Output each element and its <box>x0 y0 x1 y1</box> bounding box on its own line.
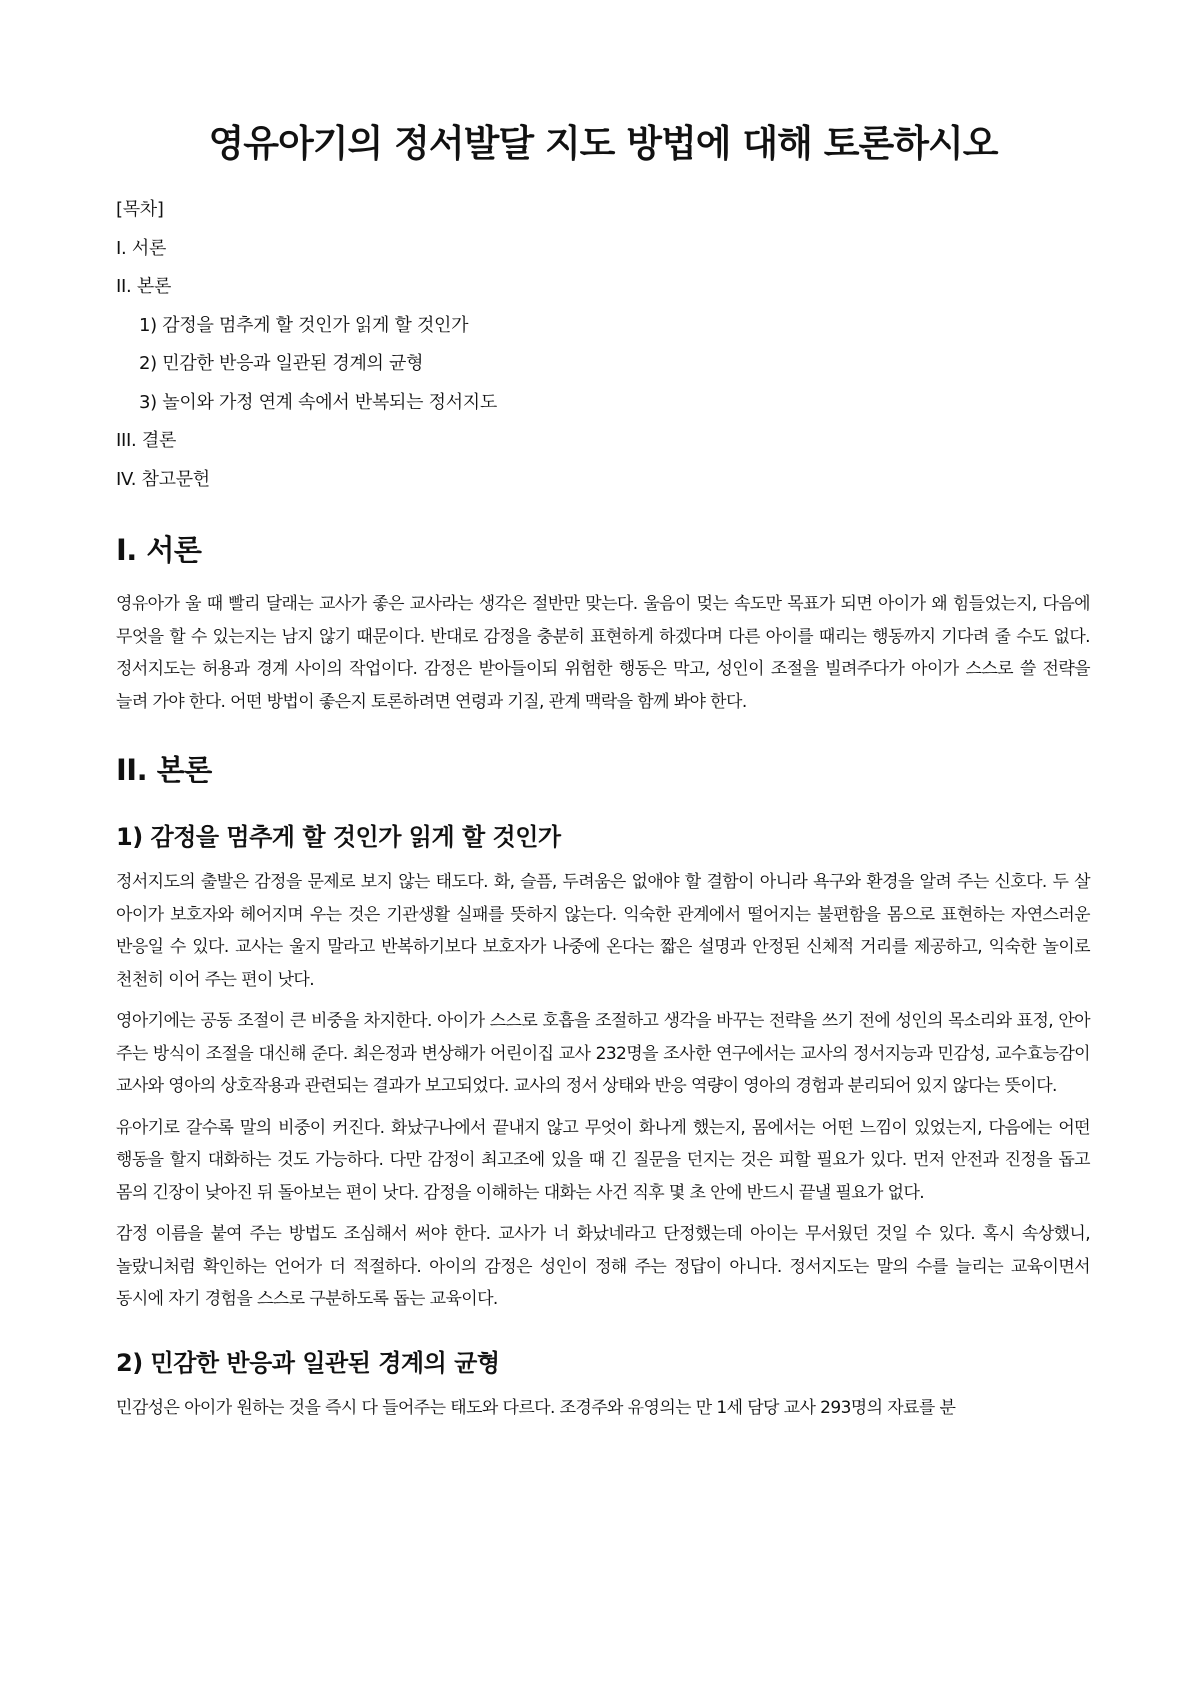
document-title: 영유아기의 정서발달 지도 방법에 대해 토론하시오 <box>208 122 998 165</box>
document-body <box>116 530 1090 1433</box>
toc-subitem: 2) 민감한 반응과 일관된 경계의 균형 <box>139 353 424 374</box>
intro-section <box>116 530 1090 718</box>
subsection-1 <box>116 820 1090 1316</box>
table-of-contents <box>116 190 1090 498</box>
toc-subitem: 1) 감정을 멈추게 할 것인가 읽게 할 것인가 <box>139 314 469 336</box>
intro-heading: I. 서론 <box>116 533 202 567</box>
toc-heading: [목차] <box>116 199 164 220</box>
subsection-1-heading: 1) 감정을 멈추게 할 것인가 읽게 할 것인가 <box>116 823 561 851</box>
intro-paragraph: 영유아가 울 때 빨리 달래는 교사가 좋은 교사라는 생각은 절반만 맞는다. 울음이 멎는 속도만 목표가 되면 아이가 왜 힘들었는지, 다음에 무엇을 할 수 있는지는 남지 않기 때문이다. 반대로 감정을 충분히 표현하게 하겠다며 다른 아이를 때리는 행동까지 기다려 줄 수도 없다. 정서지도는 허용과 경계 사이의 작업이다. 감정은 받아들이되 위험한 행동은 막고, 성인이 조절을 빌려주다가 아이가 스스로 쓸 전략을 늘려 가야 한다. 어떤 방법이 좋은지 토론하려면 연령과 기질, 관계 맥락을 함께 봐야 한다. <box>116 594 1090 712</box>
toc-item: II. 본론 <box>116 276 172 297</box>
paragraph: 정서지도의 출발은 감정을 문제로 보지 않는 태도다. 화, 슬픔, 두려움은 없애야 할 결함이 아니라 욕구와 환경을 알려 주는 신호다. 두 살 아이가 보호자와 헤어지며 우는 것은 기관생활 실패를 뜻하지 않는다. 익숙한 관계에서 떨어지는 불편함을 몸으로 표현하는 자연스러운 반응일 수 있다. 교사는 울지 말라고 반복하기보다 보호자가 나중에 온다는 짧은 설명과 안정된 신체적 거리를 제공하고, 익숙한 놀이로 천천히 이어 주는 편이 낫다. <box>116 872 1090 990</box>
paragraph: 감정 이름을 붙여 주는 방법도 조심해서 써야 한다. 교사가 너 화났네라고 단정했는데 아이는 무서웠던 것일 수 있다. 혹시 속상했니, 놀랐니처럼 확인하는 언어가 더 적절하다. 아이의 감정은 성인이 정해 주는 정답이 아니다. 정서지도는 말의 수를 늘리는 교육이면서 동시에 자기 경험을 스스로 구분하도록 돕는 교육이다. <box>116 1224 1090 1309</box>
subsection-2 <box>116 1346 1090 1425</box>
subsection-2-heading: 2) 민감한 반응과 일관된 경계의 균형 <box>116 1348 500 1377</box>
paragraph: 민감성은 아이가 원하는 것을 즉시 다 들어주는 태도와 다르다. 조경주와 유영의는 만 1세 담당 교사 293명의 자료를 분 <box>116 1397 956 1418</box>
main-section <box>116 750 1090 1424</box>
main-heading: II. 본론 <box>116 753 212 787</box>
toc-subitem: 3) 놀이와 가정 연계 속에서 반복되는 정서지도 <box>139 391 497 413</box>
toc-item: III. 결론 <box>116 430 177 451</box>
toc-item: IV. 참고문헌 <box>116 468 210 490</box>
paragraph: 영아기에는 공동 조절이 큰 비중을 차지한다. 아이가 스스로 호흡을 조절하고 생각을 바꾸는 전략을 쓰기 전에 성인의 목소리와 표정, 안아 주는 방식이 조절을 대신해 준다. 최은정과 변상해가 어린이집 교사 232명을 조사한 연구에서는 교사의 정서지능과 민감성, 교수효능감이 교사와 영아의 상호작용과 관련되는 결과가 보고되었다. 교사의 정서 상태와 반응 역량이 영아의 경험과 분리되어 있지 않다는 뜻이다. <box>116 1011 1090 1096</box>
toc-item: I. 서론 <box>116 237 167 259</box>
paragraph: 유아기로 갈수록 말의 비중이 커진다. 화났구나에서 끝내지 않고 무엇이 화나게 했는지, 몸에서는 어떤 느낌이 있었는지, 다음에는 어떤 행동을 할지 대화하는 것도 가능하다. 다만 감정이 최고조에 있을 때 긴 질문을 던지는 것은 피할 필요가 있다. 먼저 안전과 진정을 돕고 몸의 긴장이 낮아진 뒤 돌아보는 편이 낫다. 감정을 이해하는 대화는 사건 직후 몇 초 안에 반드시 끝낼 필요가 없다. <box>116 1117 1090 1203</box>
